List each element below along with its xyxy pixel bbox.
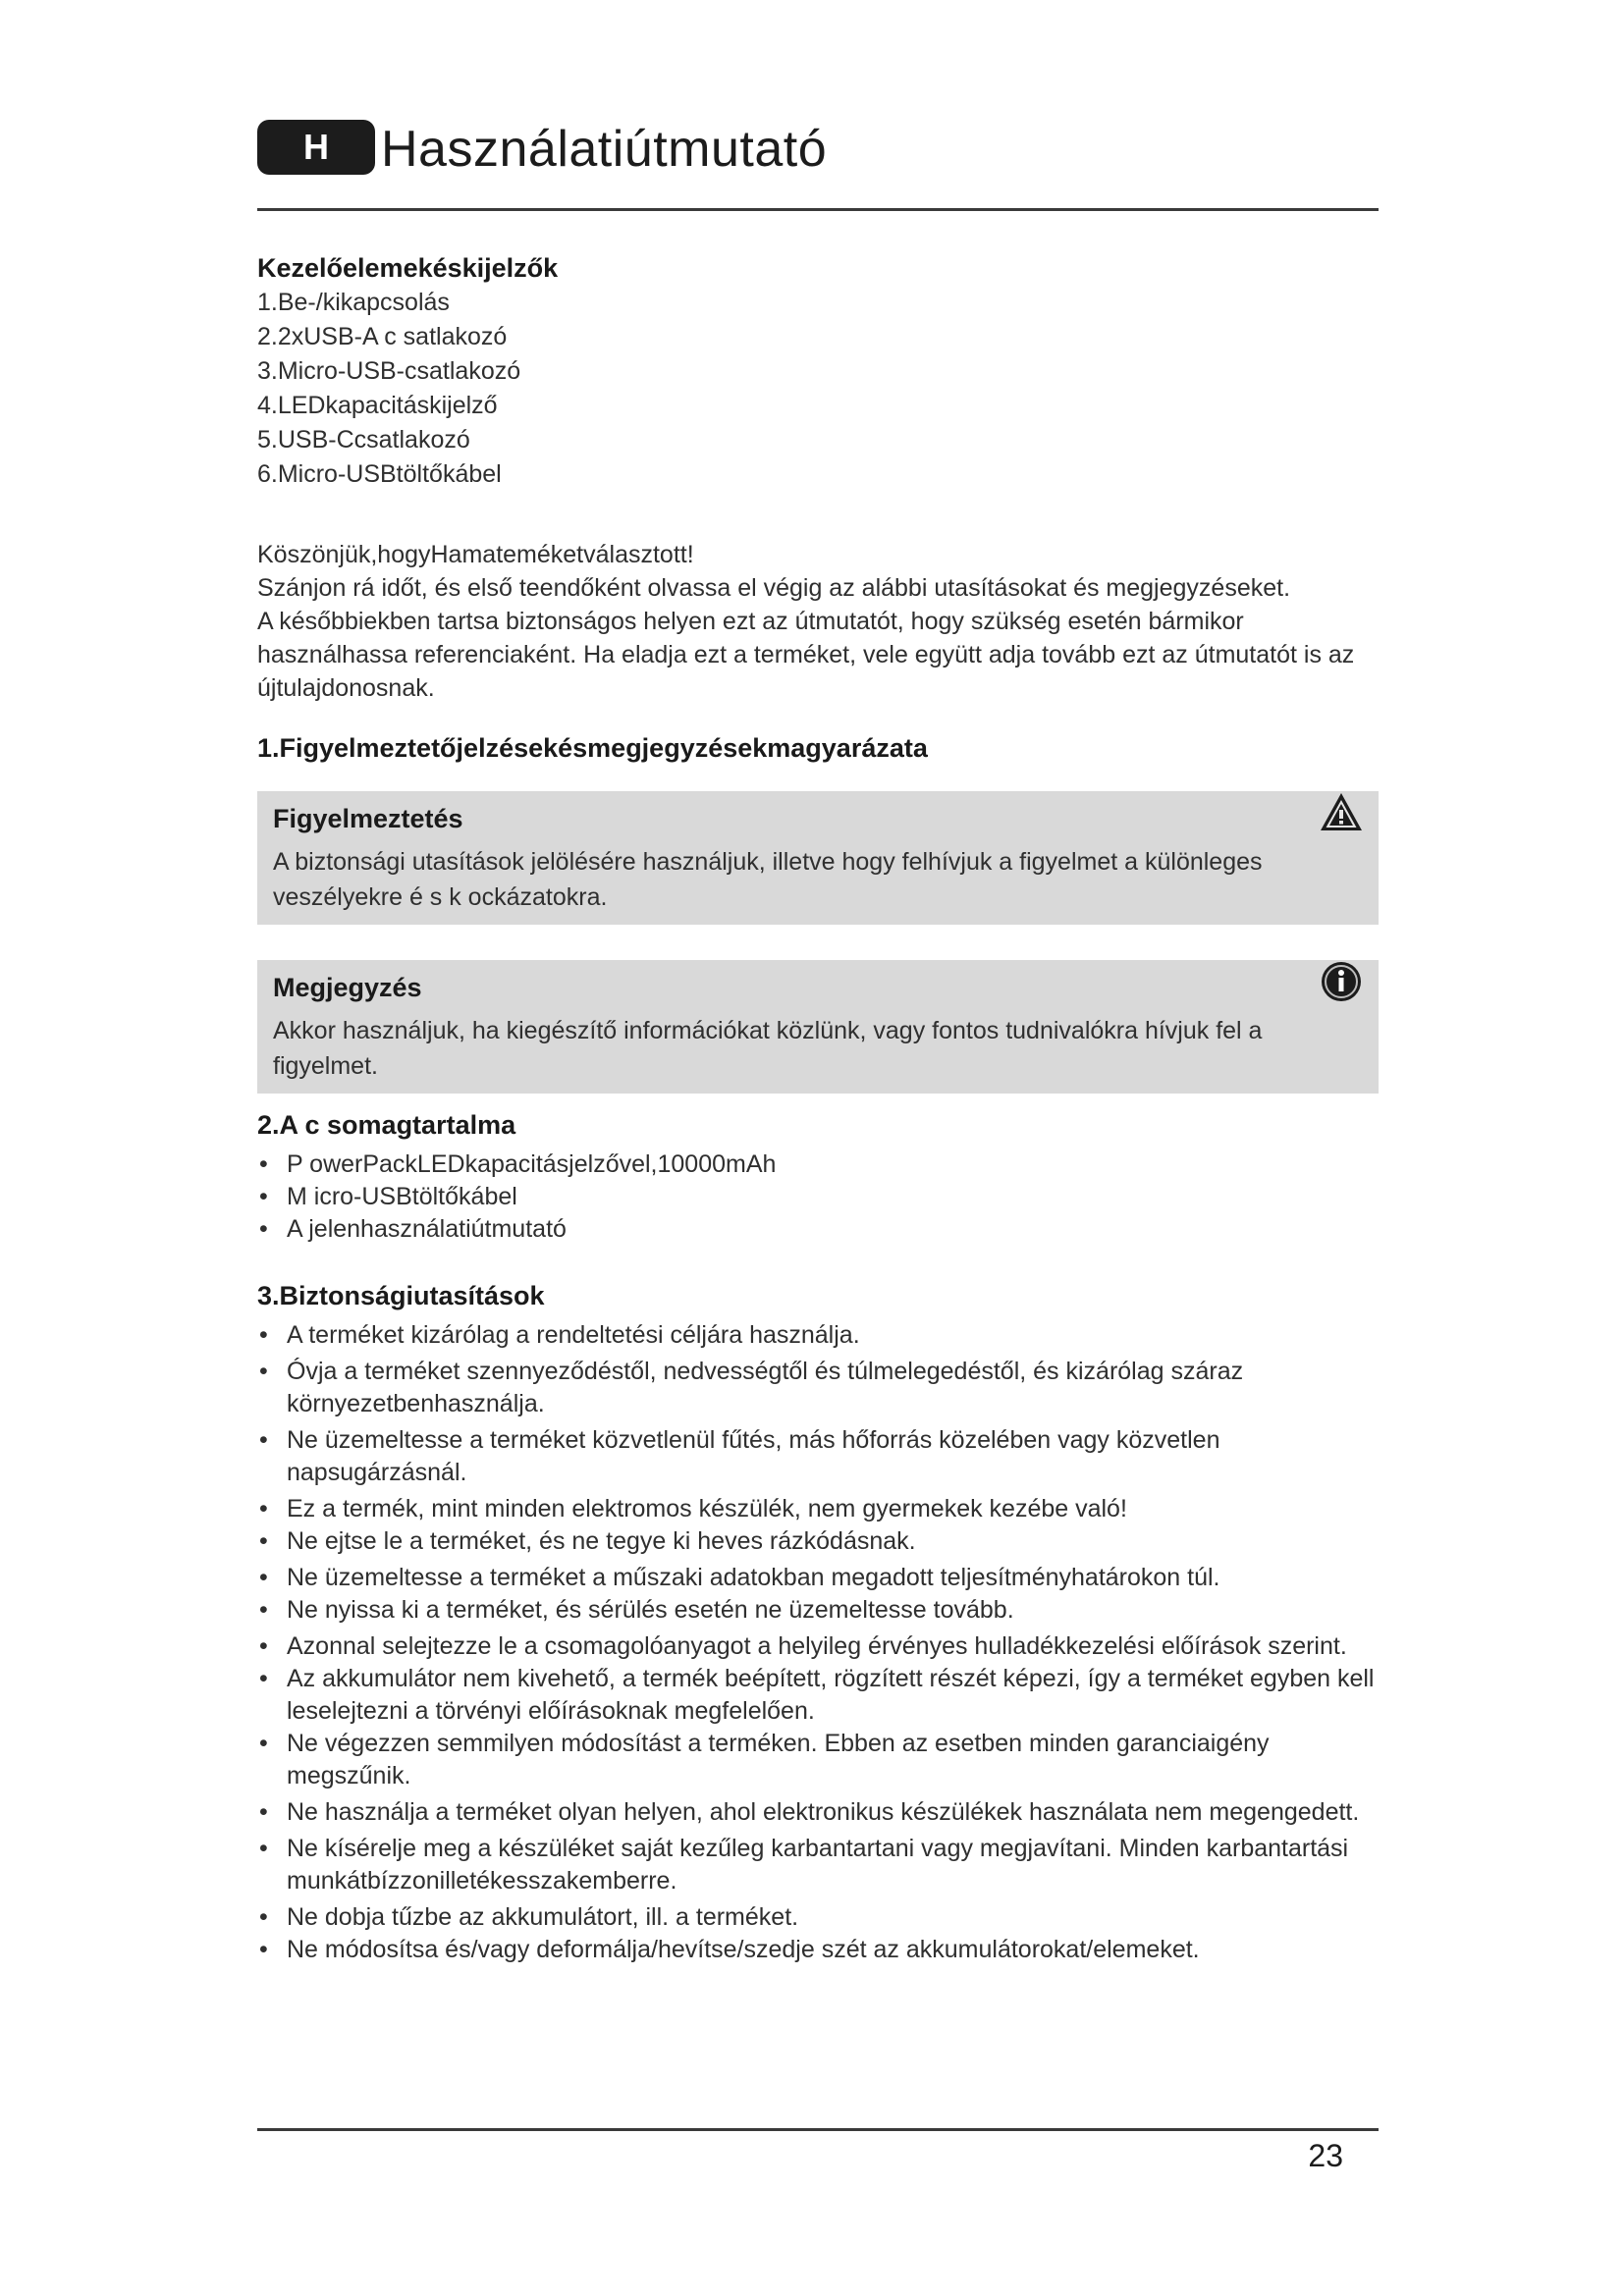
note-line: figyelmet.: [273, 1052, 378, 1080]
package-contents-list: [257, 1148, 1379, 1246]
page-header: [257, 116, 1379, 210]
list-item: • Az akkumulátor nem kivehető, a termék beépített, rögzített részét képezi, így a terméket egyben kell leselejtezni a törvényi előírásoknak megfelelően.: [257, 1663, 1379, 1728]
list-item: • Ez a termék, mint minden elektromos készülék, nem gyermekek kezébe való!: [257, 1493, 1379, 1525]
manual-page: [257, 0, 1379, 2296]
list-item: • A jelenhasználatiútmutató: [257, 1213, 1379, 1246]
note-title: Megjegyzés: [273, 973, 422, 1002]
controls-section: [257, 250, 1379, 492]
warning-line: veszélyekre é s k ockázatokra.: [273, 883, 608, 911]
controls-item: 3.Micro-USB-csatlakozó: [257, 357, 521, 385]
page-title: Használatiútmutató: [381, 121, 828, 178]
language-badge: H: [257, 120, 375, 175]
list-item: • Ne üzemeltesse a terméket közvetlenül fűtés, más hőforrás közelében vagy közvetlen napsugárzásnál.: [257, 1424, 1379, 1489]
warning-title: Figyelmeztetés: [273, 804, 463, 833]
warning-text: [273, 844, 1314, 915]
list-item: • M icro-USBtöltőkábel: [257, 1181, 1379, 1213]
intro-line: újtulajdonosnak.: [257, 674, 435, 702]
warning-box: [257, 791, 1379, 925]
list-item: • Ne kísérelje meg a készüléket saját kezűleg karbantartani vagy megjavítani. Minden karbantartási munkátbízzonilletékesszakemberre.: [257, 1833, 1379, 1897]
safety-instructions-list: [257, 1319, 1379, 1966]
controls-item: 6.Micro-USBtöltőkábel: [257, 460, 502, 488]
list-item: • A terméket kizárólag a rendeltetési céljára használja.: [257, 1319, 1379, 1352]
list-item: • Óvja a terméket szennyeződéstől, nedvességtől és túlmelegedéstől, és kizárólag száraz környezetbenhasználja.: [257, 1356, 1379, 1420]
list-item: • Ne üzemeltesse a terméket a műszaki adatokban megadott teljesítményhatárokon túl.: [257, 1562, 1379, 1594]
section-1-heading: 1.Figyelmeztetőjelzésekésmegjegyzésekmagyarázata: [257, 733, 928, 763]
section-3: [257, 1278, 1379, 1966]
section-2: [257, 1107, 1379, 1246]
intro-line: Szánjon rá időt, és első teendőként olvassa el végig az alábbi utasításokat és megjegyzéseket.: [257, 574, 1291, 602]
section-3-heading: 3.Biztonságiutasítások: [257, 1281, 545, 1310]
list-item: • Ne dobja tűzbe az akkumulátort, ill. a terméket.: [257, 1901, 1379, 1934]
header-divider: [257, 208, 1379, 211]
warning-line: A biztonsági utasítások jelölésére használjuk, illetve hogy felhívjuk a figyelmet a különleges: [273, 848, 1263, 876]
intro-line: A későbbiekben tartsa biztonságos helyen ezt az útmutatót, hogy szükség esetén bármikor: [257, 608, 1244, 635]
note-box: [257, 960, 1379, 1094]
list-item: • P owerPackLEDkapacitásjelzővel,10000mAh: [257, 1148, 1379, 1181]
section-1: [257, 730, 1379, 766]
controls-item: 2.2xUSB-A c satlakozó: [257, 323, 508, 350]
info-icon: [1318, 958, 1365, 1005]
list-item: • Ne használja a terméket olyan helyen, ahol elektronikus készülékek használata nem megengedett.: [257, 1796, 1379, 1829]
note-text: [273, 1013, 1314, 1084]
page-number: 23: [1308, 2138, 1343, 2173]
controls-item: 1.Be-/kikapcsolás: [257, 289, 450, 316]
controls-item: 4.LEDkapacitáskijelző: [257, 392, 498, 419]
section-2-heading: 2.A c somagtartalma: [257, 1110, 516, 1140]
footer-divider: [257, 2128, 1379, 2131]
list-item: • Ne nyissa ki a terméket, és sérülés esetén ne üzemeltesse tovább.: [257, 1594, 1379, 1627]
list-item: • Ne végezzen semmilyen módosítást a terméken. Ebben az esetben minden garanciaigény megszűnik.: [257, 1728, 1379, 1792]
intro-line: használhassa referenciaként. Ha eladja ezt a terméket, vele együtt adja tovább ezt az útmutatót is az: [257, 641, 1355, 668]
intro-line: Köszönjük,hogyHamateméketválasztott!: [257, 541, 694, 568]
list-item: • Ne ejtse le a terméket, és ne tegye ki heves rázkódásnak.: [257, 1525, 1379, 1558]
warning-triangle-icon: [1318, 789, 1365, 836]
list-item: • Azonnal selejtezze le a csomagolóanyagot a helyileg érvényes hulladékkezelési előírások szerint.: [257, 1630, 1379, 1663]
note-line: Akkor használjuk, ha kiegészítő információkat közlünk, vagy fontos tudnivalókra hívjuk fel a: [273, 1017, 1263, 1044]
list-item: • Ne módosítsa és/vagy deformálja/hevítse/szedje szét az akkumulátorokat/elemeket.: [257, 1934, 1379, 1966]
controls-item: 5.USB-Ccsatlakozó: [257, 426, 470, 454]
controls-heading: Kezelőelemekéskijelzők: [257, 253, 559, 283]
intro-paragraph: [257, 538, 1379, 705]
